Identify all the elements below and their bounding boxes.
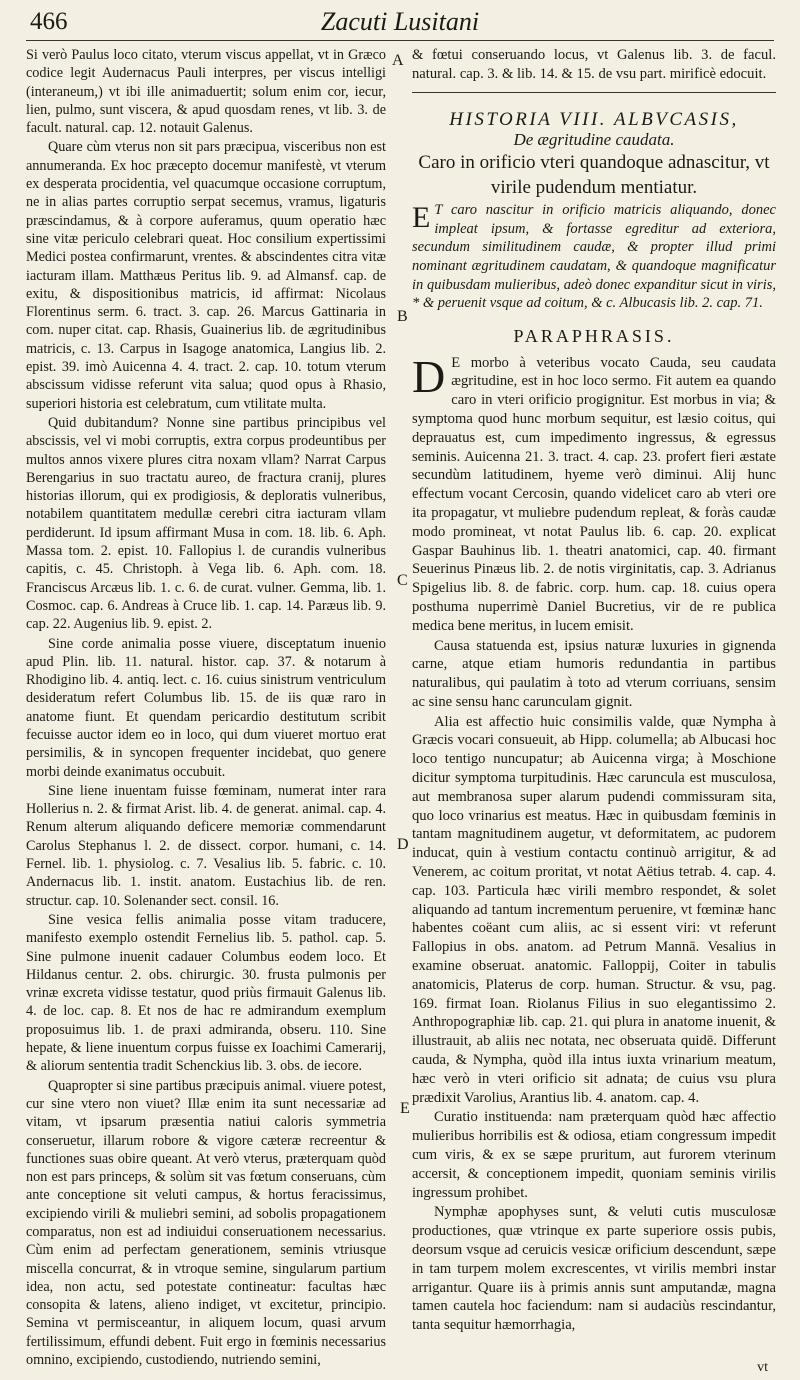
paragraph: Quapropter si sine partibus præcipuis animal. viuere potest, cur sine vtero non viuet? Illæ enim ita sunt necessariæ ad vitam, vt ipsarum præsentia natiui caloris symmetria conseruetur, illarum robore & vigore cæteræ recreentur & functiones suas obire queant. At verò vterus, præterquam quòd non est pars princeps, & solùm sit vas fœtum conseruans, cùm ante conceptione sit veluti campus, & hortus feracissimus, excipiendo virili & muliebri semini, ad sobolis propagationem comparatus, non est ad indiuidui conseruationem necessarius. Cùm enim ad perfectam generationem, seminis vtriusque miscella concurrat, & in vtroque semine, singularum partium idea, non actu, sed potestate contineatur: facultas hæc consopita & latens, alieno indiget, vt excitetur, principio. Semina vt permisceantur, in aliquem locum, quasi arvum fertilissimum, effundi debent. Fuit ergo in fœminis necessarius omnino, excipiendo, custodiendo, nutriendo semini, [26,1077,386,1369]
paragraph: Si verò Paulus loco citato, vterum viscus appellat, vt in Græco codice legit Audernacus Pauli interpres, per viscus intelligi (interaneum,) vt ibi ille animaduertit; solum enim cor, iecur, lien, pulmo, sunt viscera, & apud quosdam renes, vt lib. 3. de facult. natural. cap. 12. notauit Galenus. [26,47,386,137]
paraphrasis-heading: PARAPHRASIS. [513,325,675,346]
paragraph: Sine corde animalia posse viuere, disceptatum inuenio apud Plin. lib. 11. natural. histor. cap. 37. & notarum à Rhodigino lib. 4. antiq. lect. c. 16. cuius sinistrum ventriculum desideratum refert Columbus lib. 15. de iis quæ raro in anatome fiunt. Et quendam pericardio destitutum scribit fecuisse auctor idem eo in loco, qui dum viueret mortuo erat persimilis, & in syncopen frequenter incidebat, quo genere morbi deinde exanimatus occubuit. [26,635,386,780]
caption: Caro in orificio vteri quandoque adnascitur, vt virile pudendum mentiatur. [418,152,770,199]
catchword: vt [757,1360,768,1375]
paragraph: Sine liene inuentam fuisse fœminam, numerat inter rara Hollerius n. 2. & firmat Arist. lib. 4. de generat. animal. cap. 4. Renum alterum aliquando deficere memoriæ commendarunt Carolus Stephanus l. 2. de dissect. corpor. humani, c. 14. Fernel. lib. 1. physiolog. c. 7. Vesalius lib. 5. fabric. c. 10. Andernacus lib. 1. instit. anatom. Eustachius lib. de ren. structur. cap. 10. Solenander sect. consil. 16. [26,782,386,909]
albucasis-quote [412,201,776,313]
paragraph [412,350,776,636]
quote-text: T caro nascitur in orificio matricis aliquando, donec impleat ipsum, & fortasse egreditur ad exteriora, secundum similitudinem caudæ, & propter illud primi nominant ægritudinem caudatam, & quandoque magnificatur in quibusdam mulieribus, adeò donec expanditur sicut in viris, * & peruenit vsque ad coitum, & c. Albucasis lib. 2. cap. 71. [412,202,776,312]
paragraph: Sine vesica fellis animalia posse vitam traducere, manifesto exemplo ostendit Fernelius lib. 5. pathol. cap. 5. Sine pulmone inuenit cadauer Columbus eodem loco. Et Hildanus centur. 2. obs. chirurgic. 30. frusta pulmonis per vrinæ excreta vidisse testatur, quod priùs firmauit Galenus lib. 4. de loc. cap. 8. Et nos de hac re admirandum exemplum proposuimus lib. 1. de praxi admiranda, obseru. 110. Sine hepate, & liene inuentum corpus fuisse ex Ioachimi Camerarij, & aliorum sententia tradit Schenckius lib. 3. obs. de iecore. [26,911,386,1075]
page-header [26,6,774,41]
margin-letter: B [397,308,408,325]
running-head: Zacuti Lusitani [320,7,480,36]
right-column [412,46,776,1335]
margin-letter: C [397,572,408,589]
paragraph: & fœtui conseruando locus, vt Galenus lib. 3. de facul. natural. cap. 3. & lib. 14. & 15. de vsu part. mirificè edocuit. [412,47,776,82]
drop-cap: D [412,350,446,402]
paragraph: Nymphæ apophyses sunt, & veluti cutis musculosæ productiones, quæ vtrinque ex parte superiore ossis pubis, deorsum vsque ad ceruicis vesicæ orificium descendunt, sæpe in tam turpem molem excrescentes, vt virilis membri instar arrigantur. Quare iis à primis annis sunt amputandæ, magna tamen cautela hoc faciendum: nam si audaciùs rescindantur, tanta sequitur hæmorrhagia, [412,1204,776,1334]
historia-title: HISTORIA VIII. ALBVCASIS, [412,92,776,130]
margin-letter: A [392,52,404,69]
drop-cap: E [412,201,431,235]
margin-letter: E [400,1100,410,1117]
margin-letter: D [397,836,409,853]
historia-subtitle: De ægritudine caudata. [513,130,675,150]
left-column [26,46,386,1369]
paragraph: Causa statuenda est, ipsius naturæ luxuries in gignenda carne, atque etiam humoris redundantia in partibus naturalibus, qui paulatim à toto ad vterum corriuans, sensim ac sine sensu hanc carunculam gignit. [412,637,776,710]
paragraph: Curatio instituenda: nam præterquam quòd hæc affectio mulieribus horribilis est & odiosa, etiam congressum impedit cum viris, & ex se sæpe pruritum, aut furorem vterinum accersit, & conceptionem impedit, quoniam seminis virilis ingressum prohibet. [412,1109,776,1201]
paragraph-text: E morbo à veteribus vocato Cauda, seu caudata ægritudine, est in hoc loco sermo. Fit autem ea quando caro in vteri orificio progignitur. Est morbus in via; & symptoma quod hunc morbum sequitur, est læsio coitus, qui deprauatus est, cum impedimento ingressus, & egressus seminis. Auicenna 21. 3. tract. 4. cap. 23. profert fieri æstate secundùm latitudinem, hyeme verò diminui. Alij hunc effectum vocant Cercosin, quando videlicet caro ab vteri ore ita propagatur, vt muliebre pudendum repleat, & foràs caudæ modo promineat, vt notat Paulus lib. 6. cap. 20. explicat Gaspar Bauhinus lib. 1. theatri anatomici, cap. 40. firmant Seuerinus Pinæus lib. 2. de notis virginitatis, cap. 3. Adrianus Spigelius lib. 8. de fabric. corp. hum. cap. 18. cuius opera posthuma nuperrimè Daniel Bucretius, vir de re publica medica bene meritus, in lucem emisit. [412,354,776,634]
paragraph: Quid dubitandum? Nonne sine partibus principibus vel abscissis, vel vi mobi corruptis, extra corpus prodeuntibus per multos annos vixere plures citra noxam vllam? Narrat Carpus Berengarius in suo tractatu aureo, de fractura cranij, plures historias illorum, qui ex prodigiosis, & deploratis vulneribus, notabilem quantitatem medullæ cerebri citra iacturam vllam perdiderunt. Id ipsum affirmant Musa in com. 18. lib. 6. Aph. Massa tom. 2. epist. 10. Fallopius l. de curandis vulneribus capitis, c. 45. Christoph. à Vega lib. 6. Aph. com. 18. Franciscus Arcæus lib. 1. c. 6. de curat. vulner. Gemma, lib. 1. Cosmoc. cap. 6. Andreas à Cruce lib. 1. cap. 14. Paræus lib. 9. cap. 22. Augenius lib. 9. epist. 2. [26,414,386,633]
page-number: 466 [30,8,68,35]
paragraph: Quare cùm vterus non sit pars præcipua, visceribus non est annumeranda. Ex hoc præcepto docemur manifestè, vt vterum ex desperata procidentia, vel quacumque occasione corruptum, ne in alias partes corruptio serpat secemus, vramus, ligaturis præscindamus, & à corpore auferamus, quum operatio hæc sine vitæ periculo celebrari queat. Hoc consilium expertissimi Medici postea confirmarunt, vrentes. & abscindentes citra vitæ iacturam illam. Matthæus Peritus lib. 9. ad Almansf. cap. de exitu, & dispositionibus matricis, id affirmat: Nicolaus Florentinus serm. 6. tract. 3. cap. 26. Marcus Gattinaria in com. nuper citat. cap. Rhasis, Guainerius lib. de ægritudinibus matricis, c. 13. Carpus in Isagoge anatomica, Langius lib. 2. epist. 39. imò Auicenna 4. 4. tract. 2. cap. 10. totum vterum abscissum vidisse referunt vita salua; quod opus à Rhasio, superiori historia est celebratum, cum vtilitate multa. [26,139,386,412]
paragraph: Alia est affectio huic consimilis valde, quæ Nympha à Græcis vocari consueuit, ab Hipp. columella; ab Albucasi hoc loco tentigo nuncupatur; ab Auicenna virga; à Moschione dicitur symptoma turpitudinis. Hæc caruncula est musculosa, aut membranosa super alarum pudendi commissuram sita, quo loco vrinarius est meatus. Hæc in quibusdam fœminis in tantam magnitudinem augetur, vt deformitatem, ac pudorem inducat, quin à vestium contactu continuò arrigitur, & ad Venerem, ac coitum proritat, vt notat Aëtius tetrab. 4. cap. 4. cap. 103. Particula hæc virili membro respondet, & solet aliquando ad tantum incrementum peruenire, vt fœminæ hanc habentes coëant cum aliis, ac si essent viri: vt referunt Fallopius in obs. anatom. ad Petrum Mannā. Vesalius in examine obseruat. anatomic. Falloppij, Coiter in tabulis anatomicis, Platerus de corp. human. Structur. & vsu, pag. 169. firmat Ioan. Riolanus Filius in suo elegantissimo 2. Anthropographiæ lib. cap. 21. qui plura in anatome inuenit, & illustrauit, ab aliis nec notata, nec obseruata quidē. Differunt cauda, & Nympha, quòd illa intus iuxta vrinarium meatum, hæc verò in vteri orificio sit adnata; de cuius vsu plura prædixit Varolius, Arantius lib. 4. anatom. cap. 4. [412,713,776,1106]
